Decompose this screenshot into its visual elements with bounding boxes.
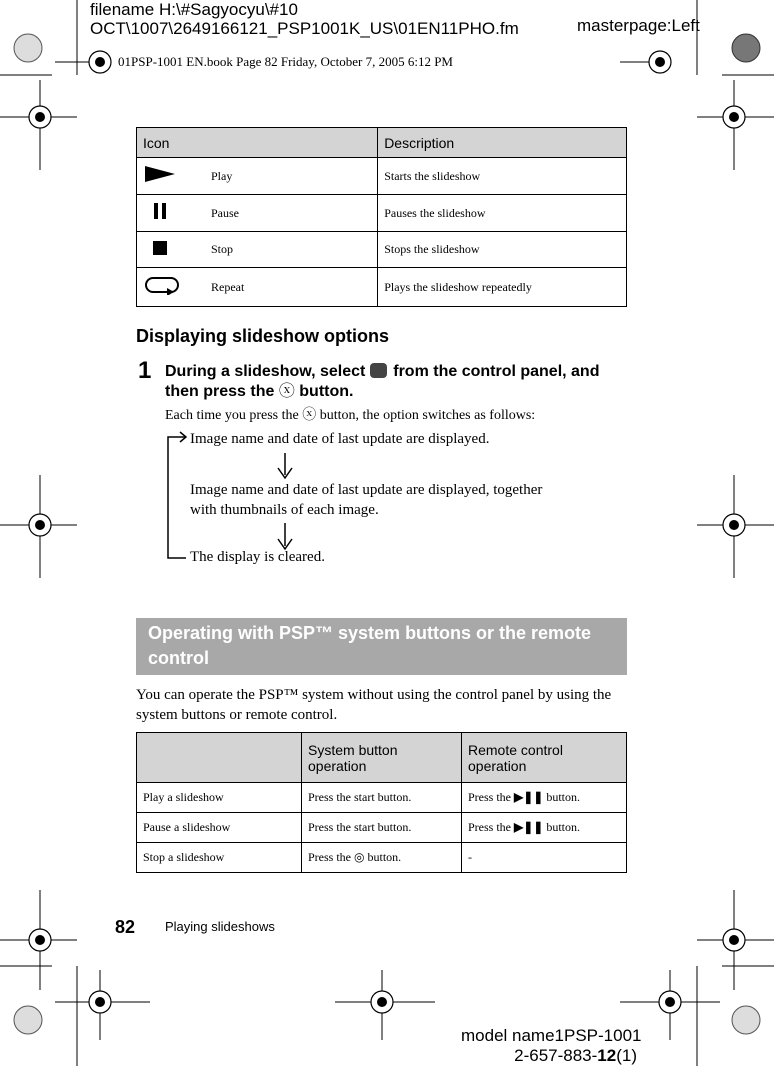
flow-step-2b: with thumbnails of each image.	[190, 502, 379, 518]
table-row: Play a slideshow Press the start button. Press the ▶❚❚ button.	[137, 783, 627, 813]
page-number: 82	[115, 917, 136, 937]
book-info: 01PSP-1001 EN.book Page 82 Friday, October 7, 2005 6:12 PM	[118, 54, 453, 69]
table-row	[137, 268, 627, 307]
icon-name: Repeat	[205, 268, 378, 307]
system-header: System button operation	[302, 733, 462, 783]
step-number: 1	[138, 357, 152, 384]
filename-line1: filename H:\#Sagyocyu\#10	[90, 0, 298, 19]
flow-step-3: The display is cleared.	[190, 549, 325, 565]
operations-table	[136, 732, 627, 873]
section-banner: Operating with PSP™ system buttons or the remote control	[136, 618, 627, 675]
icon-name: Stop	[205, 232, 378, 268]
icon-description: Plays the slideshow repeatedly	[378, 268, 627, 307]
masterpage-label: masterpage:Left	[577, 16, 700, 35]
table-row	[137, 195, 627, 232]
icon-name: Pause	[205, 195, 378, 232]
circle-button-icon: ◎	[354, 850, 365, 864]
icon-description: Starts the slideshow	[378, 158, 627, 195]
table-row	[137, 232, 627, 268]
description-header: Description	[378, 128, 627, 158]
table-row: Stop a slideshow Press the ◎ button. -	[137, 843, 627, 873]
options-icon	[370, 363, 387, 378]
play-pause-icon: ▶❚❚	[514, 820, 544, 834]
remote-header: Remote control operation	[462, 733, 627, 783]
icon-description: Pauses the slideshow	[378, 195, 627, 232]
icon-name: Play	[205, 158, 378, 195]
flow-step-1: Image name and date of last update are displayed.	[190, 431, 490, 447]
icon-table	[136, 127, 627, 307]
step-instruction: During a slideshow, select from the control panel, and then press the ⓧ button.	[165, 363, 600, 400]
play-pause-icon: ▶❚❚	[514, 790, 544, 804]
section-heading: Displaying slideshow options	[136, 326, 390, 346]
intro-paragraph: You can operate the PSP™ system without using the control panel by using the system buttons or remote control.	[136, 687, 612, 723]
flow-step-2a: Image name and date of last update are displayed, together	[190, 482, 543, 498]
table-row	[137, 158, 627, 195]
cross-button-icon: ⓧ	[302, 408, 317, 423]
table-row: Pause a slideshow Press the start button. Press the ▶❚❚ button.	[137, 813, 627, 843]
repeat-icon	[143, 275, 183, 295]
play-icon	[143, 164, 177, 184]
footer-section: Playing slideshows	[165, 919, 275, 934]
model-name: model name1PSP-1001	[461, 1026, 642, 1045]
cross-button-icon: ⓧ	[278, 383, 295, 400]
pause-icon	[143, 201, 177, 221]
step-body: Each time you press the ⓧ button, the option switches as follows:	[165, 408, 536, 423]
document-code: 2-657-883-12(1)	[514, 1046, 637, 1065]
filename-line2: OCT\1007\2649166121_PSP1001K_US\01EN11PHO.fm	[90, 19, 519, 38]
stop-icon	[143, 238, 177, 258]
icon-header: Icon	[137, 128, 378, 158]
icon-description: Stops the slideshow	[378, 232, 627, 268]
